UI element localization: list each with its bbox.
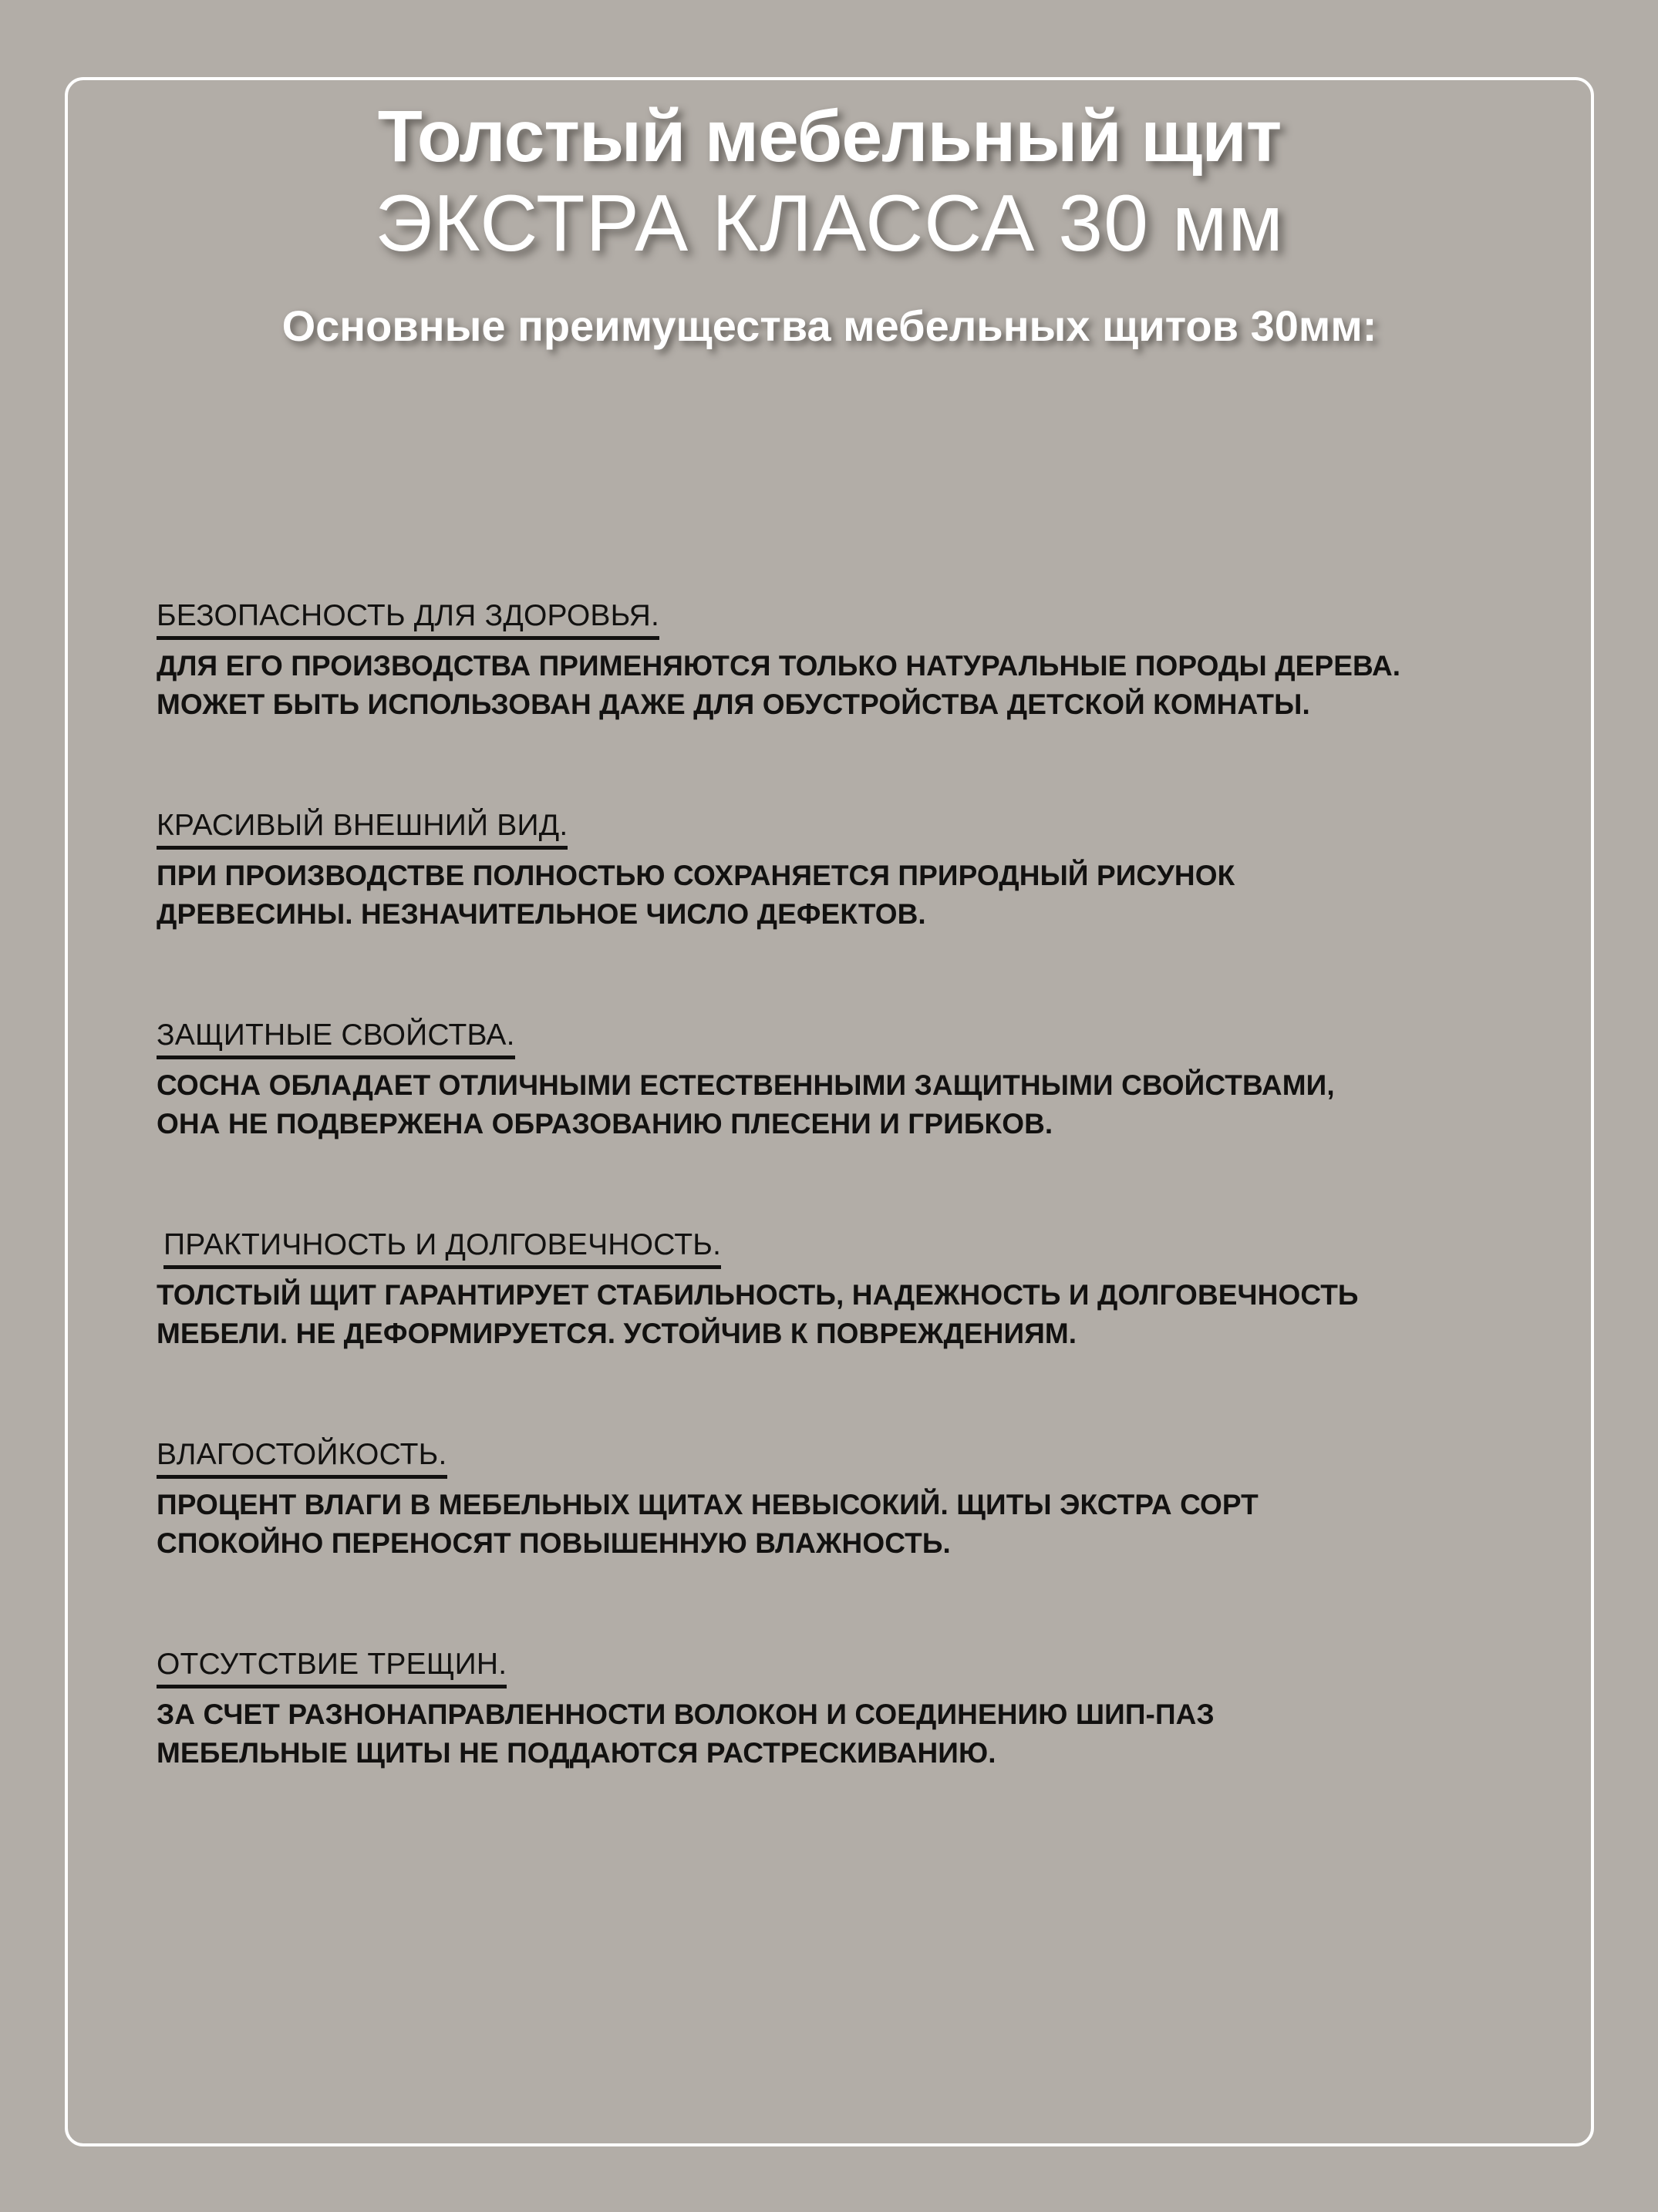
- poster-header: [65, 91, 1594, 353]
- advantage-body-line: СПОКОЙНО ПЕРЕНОСЯТ ПОВЫШЕННУЮ ВЛАЖНОСТЬ.: [157, 1527, 951, 1559]
- advantage-body-line: ДЛЯ ЕГО ПРОИЗВОДСТВА ПРИМЕНЯЮТСЯ ТОЛЬКО НАТУРАЛЬНЫЕ ПОРОДЫ ДЕРЕВА.: [157, 650, 1401, 682]
- advantage-body-line: МЕБЕЛЬНЫЕ ЩИТЫ НЕ ПОДДАЮТСЯ РАСТРЕСКИВАНИЮ.: [157, 1737, 996, 1769]
- advantage-block-4: [157, 1227, 1545, 1353]
- advantage-body-line: ДРЕВЕСИНЫ. НЕЗНАЧИТЕЛЬНОЕ ЧИСЛО ДЕФЕКТОВ.: [157, 898, 926, 930]
- advantage-block-2: [157, 807, 1545, 934]
- advantage-block-5: [157, 1436, 1545, 1563]
- advantage-body-line: МОЖЕТ БЫТЬ ИСПОЛЬЗОВАН ДАЖЕ ДЛЯ ОБУСТРОЙСТВА ДЕТСКОЙ КОМНАТЫ.: [157, 689, 1310, 720]
- advantage-heading-1: БЕЗОПАСНОСТЬ ДЛЯ ЗДОРОВЬЯ.: [157, 598, 659, 640]
- advantage-block-3: [157, 1017, 1545, 1143]
- advantage-heading-6: ОТСУТСТВИЕ ТРЕЩИН.: [157, 1646, 507, 1688]
- advantage-body-line: ЗА СЧЕТ РАЗНОНАПРАВЛЕННОСТИ ВОЛОКОН И СОЕДИНЕНИЮ ШИП-ПАЗ: [157, 1699, 1215, 1730]
- advantage-block-1: [157, 598, 1545, 724]
- advantage-body-line: ПРИ ПРОИЗВОДСТВЕ ПОЛНОСТЬЮ СОХРАНЯЕТСЯ ПРИРОДНЫЙ РИСУНОК: [157, 860, 1235, 891]
- advantage-body-4: [157, 1276, 1545, 1353]
- advantage-heading-5: ВЛАГОСТОЙКОСТЬ.: [157, 1436, 447, 1479]
- advantage-body-2: [157, 857, 1545, 934]
- advantage-heading-4: ПРАКТИЧНОСТЬ И ДОЛГОВЕЧНОСТЬ.: [163, 1227, 721, 1269]
- advantage-body-line: ОНА НЕ ПОДВЕРЖЕНА ОБРАЗОВАНИЮ ПЛЕСЕНИ И ГРИБКОВ.: [157, 1108, 1053, 1140]
- page-subtitle: Основные преимущества мебельных щитов 30мм:: [281, 301, 1377, 350]
- page-title-line-1: Толстый мебельный щит: [377, 96, 1282, 177]
- advantages-list: [157, 598, 1545, 1773]
- advantage-body-line: МЕБЕЛИ. НЕ ДЕФОРМИРУЕТСЯ. УСТОЙЧИВ К ПОВРЕЖДЕНИЯМ.: [157, 1318, 1077, 1349]
- advantage-body-6: [157, 1695, 1545, 1773]
- advantage-body-line: ТОЛСТЫЙ ЩИТ ГАРАНТИРУЕТ СТАБИЛЬНОСТЬ, НАДЕЖНОСТЬ И ДОЛГОВЕЧНОСТЬ: [157, 1279, 1359, 1311]
- advantage-block-6: [157, 1646, 1545, 1773]
- advantage-body-line: ПРОЦЕНТ ВЛАГИ В МЕБЕЛЬНЫХ ЩИТАХ НЕВЫСОКИЙ. ЩИТЫ ЭКСТРА СОРТ: [157, 1489, 1259, 1520]
- advantage-heading-2: КРАСИВЫЙ ВНЕШНИЙ ВИД.: [157, 807, 568, 850]
- advantage-heading-3: ЗАЩИТНЫЕ СВОЙСТВА.: [157, 1017, 515, 1059]
- page-title-line-2: ЭКСТРА КЛАССА 30 мм: [375, 179, 1284, 268]
- advantage-body-3: [157, 1066, 1545, 1143]
- advantage-body-5: [157, 1486, 1545, 1563]
- advantage-body-1: [157, 647, 1545, 724]
- advantage-body-line: СОСНА ОБЛАДАЕТ ОТЛИЧНЫМИ ЕСТЕСТВЕННЫМИ ЗАЩИТНЫМИ СВОЙСТВАМИ,: [157, 1069, 1335, 1101]
